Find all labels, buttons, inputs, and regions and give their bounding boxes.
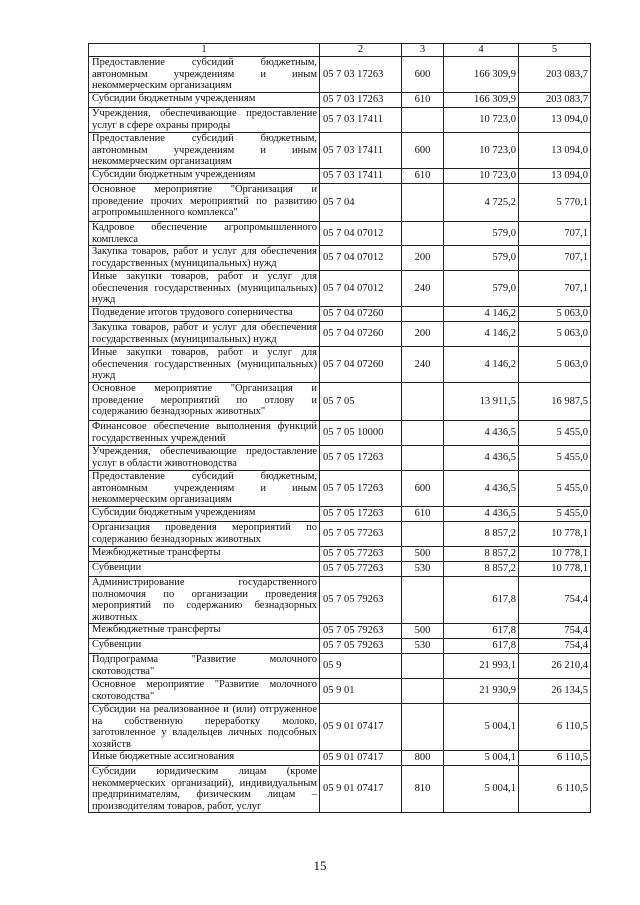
table-row bbox=[89, 169, 591, 184]
row-value-1: 166 309,9 bbox=[444, 57, 519, 93]
row-name: Субсидии юридическим лицам (кроме некоммерческих организаций), индивидуальным предпринимателям, физическим лицам – производителям товаров, работ, услуг bbox=[89, 766, 320, 813]
row-expense-type bbox=[402, 307, 444, 322]
row-name: Учреждения, обеспечивающие предоставление услуг в области животноводства bbox=[89, 446, 320, 471]
row-value-1: 10 723,0 bbox=[444, 108, 519, 133]
row-value-1: 617,8 bbox=[444, 577, 519, 624]
row-name: Кадровое обеспечение агропромышленного комплекса bbox=[89, 222, 320, 246]
row-expense-type: 610 bbox=[402, 169, 444, 184]
row-value-2: 10 778,1 bbox=[519, 547, 591, 562]
row-expense-type: 610 bbox=[402, 93, 444, 108]
row-name: Субвенции bbox=[89, 562, 320, 577]
row-value-1: 10 723,0 bbox=[444, 169, 519, 184]
row-expense-type: 600 bbox=[402, 57, 444, 93]
row-value-1: 5 004,1 bbox=[444, 704, 519, 751]
row-value-1: 4 436,5 bbox=[444, 421, 519, 446]
row-code: 05 7 03 17411 bbox=[320, 133, 402, 169]
table-row bbox=[89, 471, 591, 507]
row-expense-type bbox=[402, 577, 444, 624]
row-value-1: 4 146,2 bbox=[444, 322, 519, 347]
row-code: 05 7 05 bbox=[320, 383, 402, 421]
row-value-1: 4 436,5 bbox=[444, 507, 519, 522]
row-value-2: 5 063,0 bbox=[519, 307, 591, 322]
row-expense-type: 800 bbox=[402, 751, 444, 766]
row-name: Предоставление субсидий бюджетным, автономным учреждениям и иным некоммерческим организациям bbox=[89, 471, 320, 507]
row-value-1: 617,8 bbox=[444, 639, 519, 654]
header-col-2: 2 bbox=[320, 44, 402, 57]
row-expense-type: 200 bbox=[402, 322, 444, 347]
row-expense-type bbox=[402, 446, 444, 471]
row-code: 05 7 03 17411 bbox=[320, 169, 402, 184]
table-row bbox=[89, 222, 591, 246]
table-row bbox=[89, 507, 591, 522]
row-name: Основное мероприятие "Организация и проведение мероприятий по отлову и содержанию безнадзорных животных" bbox=[89, 383, 320, 421]
row-expense-type: 240 bbox=[402, 271, 444, 307]
table-row bbox=[89, 246, 591, 271]
row-code: 05 7 05 77263 bbox=[320, 562, 402, 577]
row-expense-type: 600 bbox=[402, 133, 444, 169]
table-row bbox=[89, 522, 591, 547]
row-code: 05 9 01 bbox=[320, 679, 402, 704]
row-name: Субсидии бюджетным учреждениям bbox=[89, 169, 320, 184]
row-value-2: 5 455,0 bbox=[519, 421, 591, 446]
row-value-1: 4 146,2 bbox=[444, 347, 519, 383]
table-row bbox=[89, 704, 591, 751]
table-row bbox=[89, 766, 591, 813]
row-value-2: 26 134,5 bbox=[519, 679, 591, 704]
table-row bbox=[89, 654, 591, 679]
row-value-2: 6 110,5 bbox=[519, 704, 591, 751]
row-expense-type: 200 bbox=[402, 246, 444, 271]
row-name: Предоставление субсидий бюджетным, автономным учреждениям и иным некоммерческим организациям bbox=[89, 57, 320, 93]
table-row bbox=[89, 93, 591, 108]
table-row bbox=[89, 347, 591, 383]
row-value-1: 4 146,2 bbox=[444, 307, 519, 322]
row-name: Субвенции bbox=[89, 639, 320, 654]
table-row bbox=[89, 307, 591, 322]
row-expense-type bbox=[402, 522, 444, 547]
row-expense-type bbox=[402, 679, 444, 704]
row-code: 05 7 04 07260 bbox=[320, 347, 402, 383]
table-row bbox=[89, 547, 591, 562]
row-value-1: 10 723,0 bbox=[444, 133, 519, 169]
table-row bbox=[89, 108, 591, 133]
row-name: Финансовое обеспечение выполнения функций государственных учреждений bbox=[89, 421, 320, 446]
row-code: 05 7 05 17263 bbox=[320, 471, 402, 507]
row-name: Основное мероприятие "Развитие молочного скотоводства" bbox=[89, 679, 320, 704]
row-name: Предоставление субсидий бюджетным, автономным учреждениям и иным некоммерческим организациям bbox=[89, 133, 320, 169]
row-value-1: 579,0 bbox=[444, 271, 519, 307]
row-code: 05 9 01 07417 bbox=[320, 704, 402, 751]
row-expense-type: 500 bbox=[402, 547, 444, 562]
table-row bbox=[89, 624, 591, 639]
row-expense-type bbox=[402, 222, 444, 246]
row-expense-type: 530 bbox=[402, 562, 444, 577]
row-expense-type: 600 bbox=[402, 471, 444, 507]
row-value-2: 10 778,1 bbox=[519, 522, 591, 547]
row-value-1: 4 725,2 bbox=[444, 184, 519, 222]
table-row bbox=[89, 57, 591, 93]
row-value-1: 166 309,9 bbox=[444, 93, 519, 108]
row-code: 05 7 04 bbox=[320, 184, 402, 222]
row-code: 05 9 01 07417 bbox=[320, 766, 402, 813]
row-code: 05 7 03 17263 bbox=[320, 93, 402, 108]
row-value-1: 5 004,1 bbox=[444, 766, 519, 813]
table-row bbox=[89, 751, 591, 766]
header-col-5: 5 bbox=[519, 44, 591, 57]
row-name: Субсидии на реализованное и (или) отгруженное на собственную переработку молоко, заготовленное у владельцев личных подсобных хозяйств bbox=[89, 704, 320, 751]
row-value-2: 13 094,0 bbox=[519, 169, 591, 184]
row-code: 05 7 05 79263 bbox=[320, 624, 402, 639]
row-code: 05 7 05 17263 bbox=[320, 446, 402, 471]
row-code: 05 7 03 17411 bbox=[320, 108, 402, 133]
row-code: 05 9 01 07417 bbox=[320, 751, 402, 766]
row-code: 05 7 05 79263 bbox=[320, 639, 402, 654]
table-row bbox=[89, 562, 591, 577]
row-name: Подведение итогов трудового соперничества bbox=[89, 307, 320, 322]
row-name: Иные бюджетные ассигнования bbox=[89, 751, 320, 766]
header-col-3: 3 bbox=[402, 44, 444, 57]
row-value-1: 8 857,2 bbox=[444, 562, 519, 577]
row-expense-type: 240 bbox=[402, 347, 444, 383]
table-row bbox=[89, 322, 591, 347]
row-code: 05 7 04 07260 bbox=[320, 322, 402, 347]
row-name: Администрирование государственного полномочия по организации проведения мероприятий по содержанию безнадзорных животных bbox=[89, 577, 320, 624]
row-value-1: 579,0 bbox=[444, 222, 519, 246]
table-row bbox=[89, 184, 591, 222]
row-name: Основное мероприятие "Организация и проведение прочих мероприятий по развитию агропромышленного комплекса" bbox=[89, 184, 320, 222]
row-value-2: 754,4 bbox=[519, 577, 591, 624]
table-row bbox=[89, 679, 591, 704]
row-name: Организация проведения мероприятий по содержанию безнадзорных животных bbox=[89, 522, 320, 547]
row-expense-type bbox=[402, 421, 444, 446]
row-code: 05 7 04 07260 bbox=[320, 307, 402, 322]
row-expense-type: 810 bbox=[402, 766, 444, 813]
row-value-1: 617,8 bbox=[444, 624, 519, 639]
header-col-1: 1 bbox=[89, 44, 320, 57]
row-value-1: 13 911,5 bbox=[444, 383, 519, 421]
row-code: 05 7 03 17263 bbox=[320, 57, 402, 93]
table-row bbox=[89, 446, 591, 471]
row-value-2: 10 778,1 bbox=[519, 562, 591, 577]
row-value-2: 6 110,5 bbox=[519, 751, 591, 766]
row-code: 05 9 bbox=[320, 654, 402, 679]
header-col-4: 4 bbox=[444, 44, 519, 57]
page-number: 15 bbox=[313, 858, 327, 873]
row-name: Закупка товаров, работ и услуг для обеспечения государственных (муниципальных) нужд bbox=[89, 322, 320, 347]
row-expense-type: 610 bbox=[402, 507, 444, 522]
row-value-2: 754,4 bbox=[519, 639, 591, 654]
row-expense-type: 500 bbox=[402, 624, 444, 639]
table-row bbox=[89, 421, 591, 446]
row-value-2: 16 987,5 bbox=[519, 383, 591, 421]
row-name: Иные закупки товаров, работ и услуг для обеспечения государственных (муниципальных) нужд bbox=[89, 271, 320, 307]
row-expense-type bbox=[402, 184, 444, 222]
row-name: Межбюджетные трансферты bbox=[89, 624, 320, 639]
row-code: 05 7 04 07012 bbox=[320, 246, 402, 271]
table-row bbox=[89, 639, 591, 654]
table-row bbox=[89, 577, 591, 624]
row-value-2: 13 094,0 bbox=[519, 133, 591, 169]
row-value-2: 754,4 bbox=[519, 624, 591, 639]
row-expense-type bbox=[402, 704, 444, 751]
table-body bbox=[89, 57, 591, 813]
budget-table bbox=[88, 43, 591, 813]
row-name: Субсидии бюджетным учреждениям bbox=[89, 507, 320, 522]
row-value-2: 5 455,0 bbox=[519, 507, 591, 522]
row-expense-type bbox=[402, 383, 444, 421]
row-name: Иные закупки товаров, работ и услуг для обеспечения государственных (муниципальных) нужд bbox=[89, 347, 320, 383]
row-name: Субсидии бюджетным учреждениям bbox=[89, 93, 320, 108]
row-expense-type bbox=[402, 654, 444, 679]
row-value-2: 707,1 bbox=[519, 246, 591, 271]
row-name: Учреждения, обеспечивающие предоставление услуг в сфере охраны природы bbox=[89, 108, 320, 133]
row-value-1: 5 004,1 bbox=[444, 751, 519, 766]
row-value-2: 203 083,7 bbox=[519, 57, 591, 93]
row-value-2: 13 094,0 bbox=[519, 108, 591, 133]
table-row bbox=[89, 383, 591, 421]
row-value-1: 8 857,2 bbox=[444, 547, 519, 562]
row-value-2: 5 455,0 bbox=[519, 471, 591, 507]
row-code: 05 7 04 07012 bbox=[320, 222, 402, 246]
row-value-1: 579,0 bbox=[444, 246, 519, 271]
row-code: 05 7 05 79263 bbox=[320, 577, 402, 624]
row-value-2: 5 770,1 bbox=[519, 184, 591, 222]
row-value-2: 707,1 bbox=[519, 271, 591, 307]
row-value-1: 21 930,9 bbox=[444, 679, 519, 704]
row-value-1: 8 857,2 bbox=[444, 522, 519, 547]
row-value-2: 6 110,5 bbox=[519, 766, 591, 813]
row-expense-type bbox=[402, 108, 444, 133]
row-value-1: 4 436,5 bbox=[444, 471, 519, 507]
row-value-2: 707,1 bbox=[519, 222, 591, 246]
row-name: Подпрограмма "Развитие молочного скотоводства" bbox=[89, 654, 320, 679]
row-code: 05 7 04 07012 bbox=[320, 271, 402, 307]
row-value-2: 26 210,4 bbox=[519, 654, 591, 679]
row-value-2: 5 063,0 bbox=[519, 322, 591, 347]
row-name: Закупка товаров, работ и услуг для обеспечения государственных (муниципальных) нужд bbox=[89, 246, 320, 271]
row-code: 05 7 05 77263 bbox=[320, 547, 402, 562]
table-row bbox=[89, 271, 591, 307]
header-row bbox=[89, 44, 591, 57]
table-row bbox=[89, 133, 591, 169]
row-code: 05 7 05 17263 bbox=[320, 507, 402, 522]
row-value-1: 4 436,5 bbox=[444, 446, 519, 471]
row-code: 05 7 05 10000 bbox=[320, 421, 402, 446]
row-name: Межбюджетные трансферты bbox=[89, 547, 320, 562]
row-value-2: 5 063,0 bbox=[519, 347, 591, 383]
row-value-2: 5 455,0 bbox=[519, 446, 591, 471]
row-expense-type: 530 bbox=[402, 639, 444, 654]
row-code: 05 7 05 77263 bbox=[320, 522, 402, 547]
row-value-1: 21 993,1 bbox=[444, 654, 519, 679]
row-value-2: 203 083,7 bbox=[519, 93, 591, 108]
